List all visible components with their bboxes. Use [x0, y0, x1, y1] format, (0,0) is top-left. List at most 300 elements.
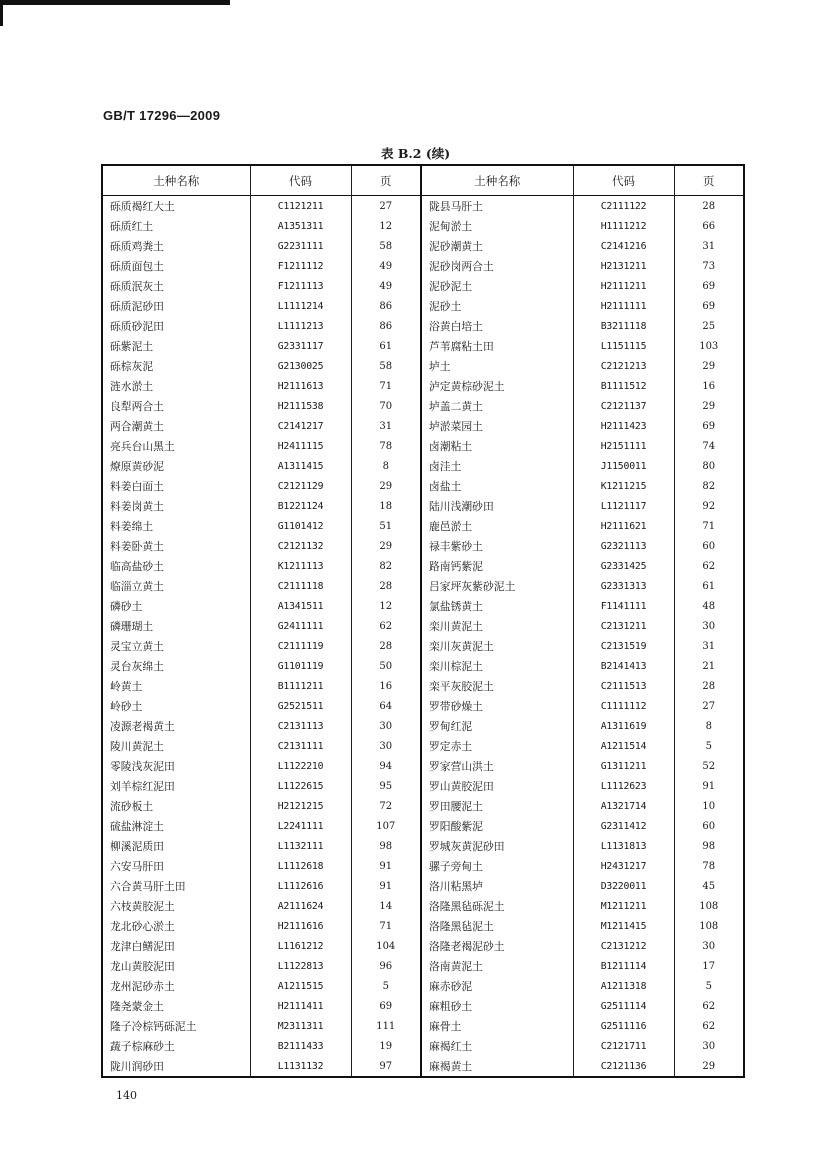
left-soil-name-cell: 砾质红土 — [102, 216, 250, 236]
right-soil-name-cell: 罗甸红泥 — [421, 716, 573, 736]
right-page-cell: 25 — [674, 316, 744, 336]
right-code-cell: D3220011 — [573, 876, 674, 896]
right-soil-name-cell: 泥砂岗两合土 — [421, 256, 573, 276]
table-row — [102, 356, 744, 376]
left-code-cell: H2111616 — [250, 916, 351, 936]
left-page-cell: 29 — [351, 476, 421, 496]
right-page-cell: 30 — [674, 1036, 744, 1056]
left-soil-name-cell: 料姜绵土 — [102, 516, 250, 536]
right-soil-name-cell: 麻粗砂土 — [421, 996, 573, 1016]
right-soil-name-cell: 泸定黄棕砂泥土 — [421, 376, 573, 396]
right-code-cell: K1211215 — [573, 476, 674, 496]
left-soil-name-cell: 岭砂土 — [102, 696, 250, 716]
left-page-cell: 95 — [351, 776, 421, 796]
left-soil-name-cell: 磷砂土 — [102, 596, 250, 616]
left-soil-name-cell: 砾质鸡粪土 — [102, 236, 250, 256]
left-soil-name-cell: 砾质泥砂田 — [102, 296, 250, 316]
right-soil-name-cell: 陇县马肝土 — [421, 196, 573, 217]
scan-left-rule — [0, 0, 3, 26]
left-code-cell: L1111214 — [250, 296, 351, 316]
left-soil-name-cell: 六枝黄胶泥土 — [102, 896, 250, 916]
left-page-cell: 19 — [351, 1036, 421, 1056]
table-row — [102, 656, 744, 676]
left-soil-name-cell: 料姜白面土 — [102, 476, 250, 496]
left-page-cell: 64 — [351, 696, 421, 716]
right-page-cell: 103 — [674, 336, 744, 356]
right-soil-name-cell: 陆川浅潮砂田 — [421, 496, 573, 516]
table-row — [102, 676, 744, 696]
left-page-cell: 97 — [351, 1056, 421, 1077]
right-code-cell: C2121213 — [573, 356, 674, 376]
right-soil-name-cell: 洛南黄泥土 — [421, 956, 573, 976]
left-page-cell: 62 — [351, 616, 421, 636]
right-page-cell: 60 — [674, 816, 744, 836]
left-page-cell: 91 — [351, 876, 421, 896]
left-soil-name-cell: 岭黄土 — [102, 676, 250, 696]
left-code-cell: C2141217 — [250, 416, 351, 436]
left-soil-name-cell: 六合黄马肝土田 — [102, 876, 250, 896]
right-page-cell: 27 — [674, 696, 744, 716]
header-code-right: 代码 — [573, 165, 674, 196]
table-body — [102, 196, 744, 1078]
table-row — [102, 276, 744, 296]
right-page-cell: 30 — [674, 616, 744, 636]
table-row — [102, 556, 744, 576]
right-page-cell: 69 — [674, 296, 744, 316]
left-code-cell: F1211112 — [250, 256, 351, 276]
right-code-cell: A1211318 — [573, 976, 674, 996]
right-page-cell: 74 — [674, 436, 744, 456]
right-soil-name-cell: 氯盐锈黄土 — [421, 596, 573, 616]
right-page-cell: 98 — [674, 836, 744, 856]
right-code-cell: H2111111 — [573, 296, 674, 316]
right-code-cell: L1112623 — [573, 776, 674, 796]
left-soil-name-cell: 零陵浅灰泥田 — [102, 756, 250, 776]
right-page-cell: 29 — [674, 396, 744, 416]
left-page-cell: 28 — [351, 636, 421, 656]
right-code-cell: G2331425 — [573, 556, 674, 576]
right-page-cell: 71 — [674, 516, 744, 536]
left-soil-name-cell: 砾质褐红大土 — [102, 196, 250, 217]
right-soil-name-cell: 洛隆黑毡泥土 — [421, 916, 573, 936]
left-page-cell: 86 — [351, 296, 421, 316]
table-row — [102, 216, 744, 236]
right-code-cell: H2111211 — [573, 276, 674, 296]
left-code-cell: C2121132 — [250, 536, 351, 556]
right-soil-name-cell: 泥砂土 — [421, 296, 573, 316]
table-row — [102, 756, 744, 776]
left-code-cell: K1211113 — [250, 556, 351, 576]
left-soil-name-cell: 六安马肝田 — [102, 856, 250, 876]
left-code-cell: C2111118 — [250, 576, 351, 596]
header-page-left: 页 — [351, 165, 421, 196]
left-page-cell: 72 — [351, 796, 421, 816]
right-code-cell: L1131813 — [573, 836, 674, 856]
right-soil-name-cell: 罗山黄胶泥田 — [421, 776, 573, 796]
left-soil-name-cell: 临淄立黄土 — [102, 576, 250, 596]
right-page-cell: 21 — [674, 656, 744, 676]
right-code-cell: C2111122 — [573, 196, 674, 217]
header-page-right: 页 — [674, 165, 744, 196]
left-page-cell: 71 — [351, 376, 421, 396]
table-row — [102, 636, 744, 656]
right-code-cell: C2131211 — [573, 616, 674, 636]
right-code-cell: J1150011 — [573, 456, 674, 476]
table-row — [102, 716, 744, 736]
left-page-cell: 82 — [351, 556, 421, 576]
right-soil-name-cell: 麻褐黄土 — [421, 1056, 573, 1077]
left-code-cell: A1311415 — [250, 456, 351, 476]
table-row — [102, 376, 744, 396]
right-soil-name-cell: 泥砂泥土 — [421, 276, 573, 296]
right-code-cell: G2511116 — [573, 1016, 674, 1036]
right-page-cell: 92 — [674, 496, 744, 516]
left-soil-name-cell: 隆尧蒙金土 — [102, 996, 250, 1016]
right-page-cell: 5 — [674, 736, 744, 756]
left-soil-name-cell: 刘羊棕红泥田 — [102, 776, 250, 796]
right-soil-name-cell: 麻骨土 — [421, 1016, 573, 1036]
right-soil-name-cell: 禄丰紫砂土 — [421, 536, 573, 556]
right-page-cell: 60 — [674, 536, 744, 556]
right-code-cell: B1211114 — [573, 956, 674, 976]
right-soil-name-cell: 洛隆黑毡砾泥土 — [421, 896, 573, 916]
right-soil-name-cell: 罗城灰黄泥砂田 — [421, 836, 573, 856]
left-code-cell: L1112618 — [250, 856, 351, 876]
right-page-cell: 45 — [674, 876, 744, 896]
table-row — [102, 396, 744, 416]
right-code-cell: C2131519 — [573, 636, 674, 656]
left-code-cell: G1101119 — [250, 656, 351, 676]
left-soil-name-cell: 砾紫泥土 — [102, 336, 250, 356]
right-code-cell: H2131211 — [573, 256, 674, 276]
right-page-cell: 66 — [674, 216, 744, 236]
right-soil-name-cell: 卤潮粘土 — [421, 436, 573, 456]
left-soil-name-cell: 磷珊瑚土 — [102, 616, 250, 636]
right-page-cell: 48 — [674, 596, 744, 616]
right-code-cell: B2141413 — [573, 656, 674, 676]
right-page-cell: 28 — [674, 196, 744, 217]
left-soil-name-cell: 柳溪泥质田 — [102, 836, 250, 856]
left-soil-name-cell: 硫盐淋淀土 — [102, 816, 250, 836]
right-code-cell: G2321113 — [573, 536, 674, 556]
left-page-cell: 58 — [351, 236, 421, 256]
left-soil-name-cell: 料姜卧黄土 — [102, 536, 250, 556]
right-soil-name-cell: 鹿邑淤土 — [421, 516, 573, 536]
left-page-cell: 5 — [351, 976, 421, 996]
left-soil-name-cell: 燎原黄砂泥 — [102, 456, 250, 476]
left-code-cell: L1131132 — [250, 1056, 351, 1077]
right-code-cell: H2111621 — [573, 516, 674, 536]
left-page-cell: 16 — [351, 676, 421, 696]
left-code-cell: A1351311 — [250, 216, 351, 236]
table-row — [102, 976, 744, 996]
table-row — [102, 536, 744, 556]
right-code-cell: L1121117 — [573, 496, 674, 516]
right-code-cell: M1211211 — [573, 896, 674, 916]
left-page-cell: 58 — [351, 356, 421, 376]
right-code-cell: C2131212 — [573, 936, 674, 956]
right-code-cell: G2331313 — [573, 576, 674, 596]
left-page-cell: 111 — [351, 1016, 421, 1036]
left-soil-name-cell: 砾质面包土 — [102, 256, 250, 276]
left-page-cell: 98 — [351, 836, 421, 856]
left-page-cell: 91 — [351, 856, 421, 876]
left-code-cell: C2121129 — [250, 476, 351, 496]
table-row — [102, 896, 744, 916]
right-page-cell: 16 — [674, 376, 744, 396]
soil-type-table-container — [101, 164, 743, 1078]
right-soil-name-cell: 罗定赤土 — [421, 736, 573, 756]
left-code-cell: M2311311 — [250, 1016, 351, 1036]
left-page-cell: 61 — [351, 336, 421, 356]
table-row — [102, 296, 744, 316]
left-soil-name-cell: 灵台灰绵土 — [102, 656, 250, 676]
table-row — [102, 616, 744, 636]
left-page-cell: 94 — [351, 756, 421, 776]
right-page-cell: 52 — [674, 756, 744, 776]
right-page-cell: 5 — [674, 976, 744, 996]
left-code-cell: C2131111 — [250, 736, 351, 756]
right-page-cell: 10 — [674, 796, 744, 816]
left-code-cell: G1101412 — [250, 516, 351, 536]
left-code-cell: L1111213 — [250, 316, 351, 336]
table-row — [102, 996, 744, 1016]
left-soil-name-cell: 隆子冷棕钙砾泥土 — [102, 1016, 250, 1036]
right-soil-name-cell: 垆土 — [421, 356, 573, 376]
table-row — [102, 836, 744, 856]
table-row — [102, 596, 744, 616]
header-soil-name-left: 土种名称 — [102, 165, 250, 196]
right-page-cell: 78 — [674, 856, 744, 876]
table-caption: 表 B.2 (续) — [381, 146, 451, 161]
right-soil-name-cell: 骡子旁甸土 — [421, 856, 573, 876]
right-code-cell: A1321714 — [573, 796, 674, 816]
right-page-cell: 69 — [674, 276, 744, 296]
left-code-cell: G2411111 — [250, 616, 351, 636]
right-soil-name-cell: 麻赤砂泥 — [421, 976, 573, 996]
left-code-cell: B1221124 — [250, 496, 351, 516]
standard-header: GB/T 17296—2009 — [103, 108, 221, 123]
left-code-cell: A1341511 — [250, 596, 351, 616]
left-page-cell: 12 — [351, 596, 421, 616]
left-code-cell: A1211515 — [250, 976, 351, 996]
right-soil-name-cell: 泥甸淤土 — [421, 216, 573, 236]
left-page-cell: 78 — [351, 436, 421, 456]
table-row — [102, 196, 744, 217]
right-page-cell: 91 — [674, 776, 744, 796]
right-soil-name-cell: 路南钙紫泥 — [421, 556, 573, 576]
right-soil-name-cell: 卤盐土 — [421, 476, 573, 496]
right-soil-name-cell: 罗阳酸紫泥 — [421, 816, 573, 836]
left-code-cell: H2111411 — [250, 996, 351, 1016]
table-row — [102, 476, 744, 496]
left-page-cell: 27 — [351, 196, 421, 217]
right-code-cell: H2111423 — [573, 416, 674, 436]
left-page-cell: 71 — [351, 916, 421, 936]
table-header-row — [102, 165, 744, 196]
left-code-cell: H2111538 — [250, 396, 351, 416]
left-code-cell: C2131113 — [250, 716, 351, 736]
right-page-cell: 108 — [674, 916, 744, 936]
left-code-cell: H2111613 — [250, 376, 351, 396]
table-row — [102, 876, 744, 896]
right-code-cell: C2121136 — [573, 1056, 674, 1077]
right-page-cell: 8 — [674, 716, 744, 736]
table-row — [102, 1056, 744, 1077]
left-page-cell: 50 — [351, 656, 421, 676]
left-soil-name-cell: 涟水淤土 — [102, 376, 250, 396]
left-page-cell: 29 — [351, 536, 421, 556]
table-row — [102, 856, 744, 876]
right-soil-name-cell: 泥砂潮黄土 — [421, 236, 573, 256]
left-code-cell: G2521511 — [250, 696, 351, 716]
right-page-cell: 62 — [674, 996, 744, 1016]
right-code-cell: H2151111 — [573, 436, 674, 456]
left-code-cell: L1122615 — [250, 776, 351, 796]
right-soil-name-cell: 洛川粘黑垆 — [421, 876, 573, 896]
left-soil-name-cell: 砾质砂泥田 — [102, 316, 250, 336]
left-soil-name-cell: 龙州泥砂赤土 — [102, 976, 250, 996]
right-page-cell: 31 — [674, 636, 744, 656]
right-soil-name-cell: 吕家坪灰紫砂泥土 — [421, 576, 573, 596]
left-soil-name-cell: 龙北砂心淤土 — [102, 916, 250, 936]
left-page-cell: 30 — [351, 736, 421, 756]
table-row — [102, 696, 744, 716]
right-code-cell: A1211514 — [573, 736, 674, 756]
right-page-cell: 28 — [674, 676, 744, 696]
right-soil-name-cell: 垆盖二黄土 — [421, 396, 573, 416]
left-code-cell: B1111211 — [250, 676, 351, 696]
left-page-cell: 28 — [351, 576, 421, 596]
table-row — [102, 336, 744, 356]
left-code-cell: C1121211 — [250, 196, 351, 217]
right-soil-name-cell: 栾川黄泥土 — [421, 616, 573, 636]
left-code-cell: L1161212 — [250, 936, 351, 956]
left-code-cell: L1112616 — [250, 876, 351, 896]
left-page-cell: 18 — [351, 496, 421, 516]
left-code-cell: L1122813 — [250, 956, 351, 976]
left-page-cell: 8 — [351, 456, 421, 476]
right-code-cell: G1311211 — [573, 756, 674, 776]
left-code-cell: A2111624 — [250, 896, 351, 916]
left-soil-name-cell: 砾质泯灰土 — [102, 276, 250, 296]
left-soil-name-cell: 砾棕灰泥 — [102, 356, 250, 376]
right-code-cell: C2121137 — [573, 396, 674, 416]
left-soil-name-cell: 龙津白鳝泥田 — [102, 936, 250, 956]
left-soil-name-cell: 龙山黄胶泥田 — [102, 956, 250, 976]
left-soil-name-cell: 陵川黄泥土 — [102, 736, 250, 756]
right-page-cell: 80 — [674, 456, 744, 476]
right-code-cell: A1311619 — [573, 716, 674, 736]
right-page-cell: 62 — [674, 556, 744, 576]
left-soil-name-cell: 亮兵台山黑土 — [102, 436, 250, 456]
left-soil-name-cell: 凌源老褐黄土 — [102, 716, 250, 736]
left-soil-name-cell: 临高盐砂土 — [102, 556, 250, 576]
right-code-cell: H2431217 — [573, 856, 674, 876]
right-code-cell: C1111112 — [573, 696, 674, 716]
left-page-cell: 70 — [351, 396, 421, 416]
left-code-cell: G2231111 — [250, 236, 351, 256]
right-soil-name-cell: 罗带砂燥土 — [421, 696, 573, 716]
right-page-cell: 61 — [674, 576, 744, 596]
right-code-cell: C2121711 — [573, 1036, 674, 1056]
left-code-cell: G2130025 — [250, 356, 351, 376]
left-soil-name-cell: 蔬子棕麻砂土 — [102, 1036, 250, 1056]
table-row — [102, 496, 744, 516]
soil-type-table — [101, 164, 745, 1078]
right-page-cell: 30 — [674, 936, 744, 956]
right-page-cell: 108 — [674, 896, 744, 916]
left-page-cell: 51 — [351, 516, 421, 536]
right-code-cell: H1111212 — [573, 216, 674, 236]
left-page-cell: 96 — [351, 956, 421, 976]
left-code-cell: L2241111 — [250, 816, 351, 836]
left-page-cell: 31 — [351, 416, 421, 436]
table-row — [102, 776, 744, 796]
table-row — [102, 916, 744, 936]
right-page-cell: 62 — [674, 1016, 744, 1036]
table-row — [102, 936, 744, 956]
right-soil-name-cell: 垆淤菜园土 — [421, 416, 573, 436]
scan-top-rule — [0, 0, 230, 5]
left-page-cell: 86 — [351, 316, 421, 336]
left-code-cell: L1132111 — [250, 836, 351, 856]
left-soil-name-cell: 两合潮黄土 — [102, 416, 250, 436]
right-soil-name-cell: 栾川灰黄泥土 — [421, 636, 573, 656]
table-row — [102, 1036, 744, 1056]
left-code-cell: H2121215 — [250, 796, 351, 816]
left-soil-name-cell: 流砂板土 — [102, 796, 250, 816]
right-soil-name-cell: 罗田腰泥土 — [421, 796, 573, 816]
right-soil-name-cell: 罗家营山洪土 — [421, 756, 573, 776]
right-soil-name-cell: 卤洼土 — [421, 456, 573, 476]
table-row — [102, 736, 744, 756]
left-soil-name-cell: 灵宝立黄土 — [102, 636, 250, 656]
right-code-cell: G2511114 — [573, 996, 674, 1016]
right-soil-name-cell: 洛隆老褐泥砂土 — [421, 936, 573, 956]
right-page-cell: 17 — [674, 956, 744, 976]
left-page-cell: 107 — [351, 816, 421, 836]
left-page-cell: 69 — [351, 996, 421, 1016]
right-page-cell: 31 — [674, 236, 744, 256]
table-row — [102, 956, 744, 976]
left-code-cell: G2331117 — [250, 336, 351, 356]
table-row — [102, 1016, 744, 1036]
right-code-cell: F1141111 — [573, 596, 674, 616]
page-number: 140 — [116, 1089, 137, 1102]
header-soil-name-right: 土种名称 — [421, 165, 573, 196]
left-code-cell: L1122210 — [250, 756, 351, 776]
left-page-cell: 30 — [351, 716, 421, 736]
right-soil-name-cell: 栾川棕泥土 — [421, 656, 573, 676]
table-row — [102, 316, 744, 336]
header-code-left: 代码 — [250, 165, 351, 196]
right-code-cell: B1111512 — [573, 376, 674, 396]
left-soil-name-cell: 料姜岗黄土 — [102, 496, 250, 516]
table-row — [102, 816, 744, 836]
table-row — [102, 416, 744, 436]
table-row — [102, 236, 744, 256]
table-row — [102, 436, 744, 456]
table-row — [102, 516, 744, 536]
left-page-cell: 12 — [351, 216, 421, 236]
right-soil-name-cell: 麻褐红土 — [421, 1036, 573, 1056]
right-code-cell: G2311412 — [573, 816, 674, 836]
table-row — [102, 256, 744, 276]
right-code-cell: C2141216 — [573, 236, 674, 256]
right-code-cell: C2111513 — [573, 676, 674, 696]
left-soil-name-cell: 良犁两合土 — [102, 396, 250, 416]
